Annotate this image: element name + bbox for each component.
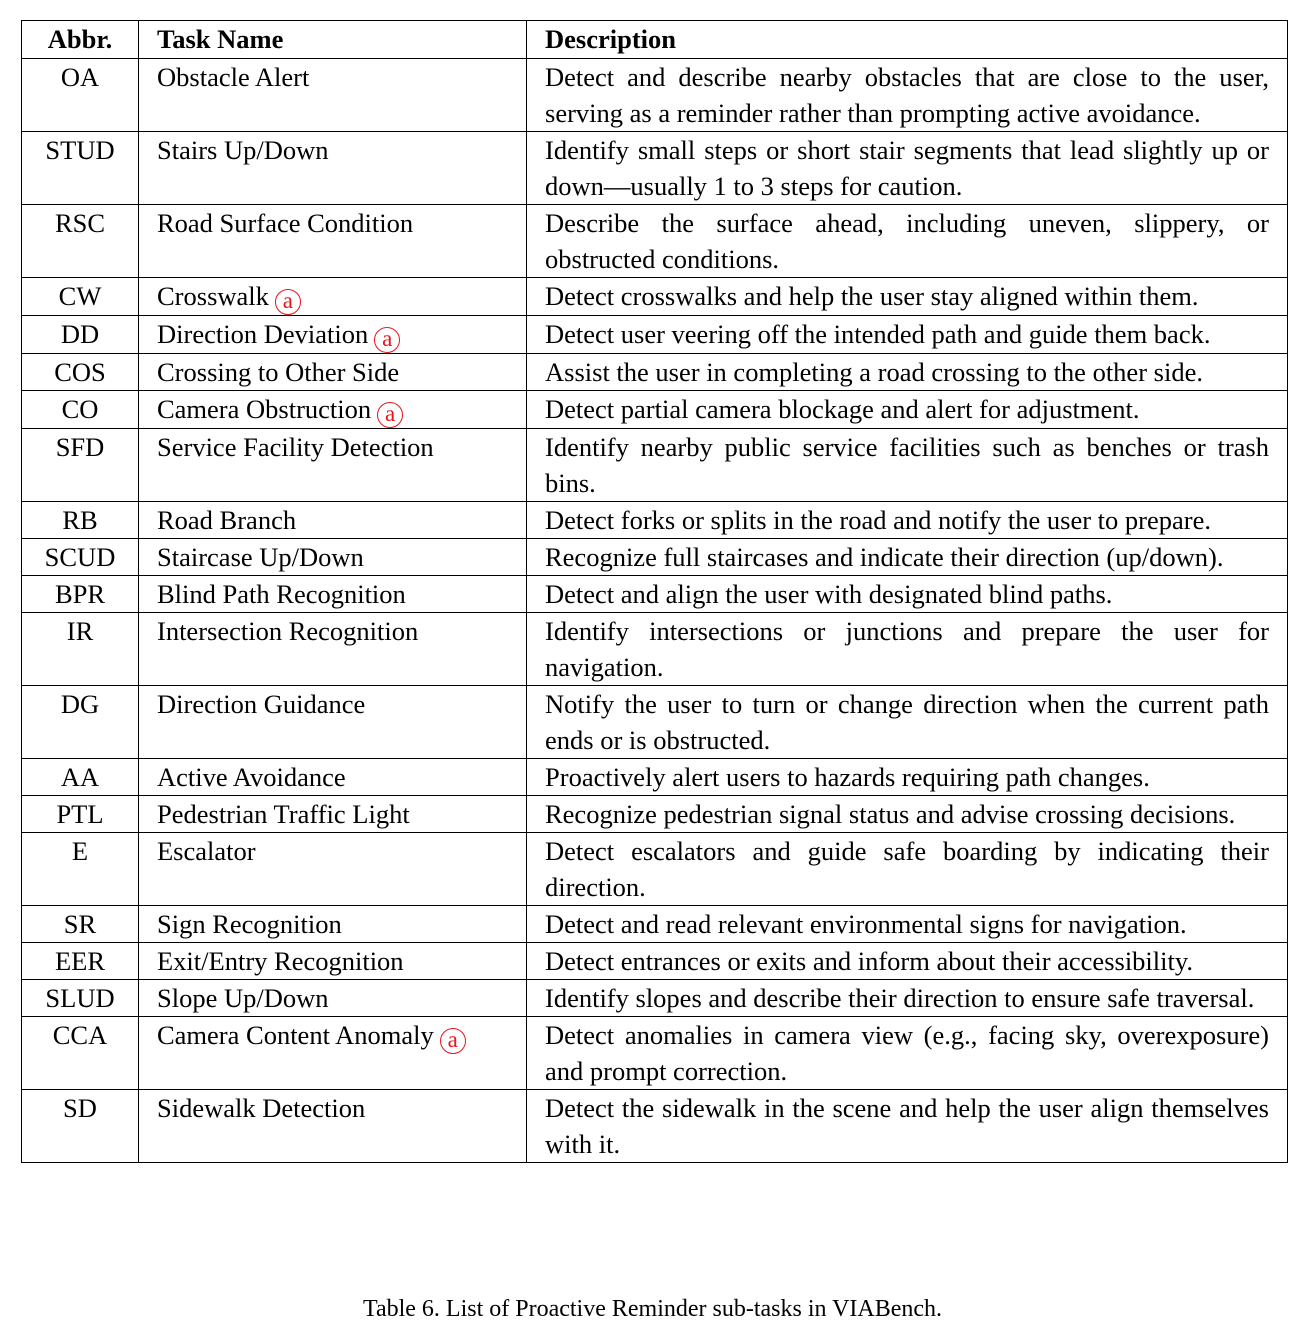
cell-abbr: STUD (22, 132, 139, 205)
subtask-table (21, 20, 1288, 1163)
cell-abbr: CO (22, 391, 139, 429)
cell-task-name (139, 1017, 527, 1090)
cell-abbr: DG (22, 686, 139, 759)
cell-description: Describe the surface ahead, including uneven, slippery, or obstructed conditions. (527, 205, 1288, 278)
cell-task-name (139, 980, 527, 1017)
cell-description: Detect the sidewalk in the scene and help the user align themselves with it. (527, 1090, 1288, 1163)
task-name-text: Camera Content Anomaly (157, 1020, 434, 1050)
task-name-text: Road Surface Condition (157, 208, 414, 238)
task-name-text: Pedestrian Traffic Light (157, 799, 410, 829)
task-name-text: Service Facility Detection (157, 432, 434, 462)
cell-abbr: OA (22, 59, 139, 132)
task-name-text: Crosswalk (157, 281, 269, 311)
cell-abbr: RSC (22, 205, 139, 278)
circled-a-marker-icon: a (377, 402, 403, 428)
table-row (22, 429, 1288, 502)
task-name-text: Obstacle Alert (157, 62, 310, 92)
cell-task-name (139, 686, 527, 759)
cell-abbr: PTL (22, 796, 139, 833)
cell-abbr: BPR (22, 576, 139, 613)
table-row (22, 354, 1288, 391)
cell-task-name (139, 59, 527, 132)
cell-description: Recognize pedestrian signal status and advise crossing decisions. (527, 796, 1288, 833)
cell-task-name (139, 316, 527, 354)
cell-abbr: CW (22, 278, 139, 316)
cell-description: Detect user veering off the intended path and guide them back. (527, 316, 1288, 354)
table-row (22, 59, 1288, 132)
circled-a-marker-icon: a (374, 327, 400, 353)
cell-description: Proactively alert users to hazards requiring path changes. (527, 759, 1288, 796)
cell-task-name (139, 613, 527, 686)
task-name-text: Camera Obstruction (157, 394, 372, 424)
cell-task-name (139, 796, 527, 833)
cell-task-name (139, 205, 527, 278)
circled-a-marker-icon: a (440, 1028, 466, 1054)
table-row (22, 205, 1288, 278)
circled-a-marker-icon: a (275, 289, 301, 315)
cell-description: Identify nearby public service facilities such as benches or trash bins. (527, 429, 1288, 502)
table-row (22, 391, 1288, 429)
cell-task-name (139, 278, 527, 316)
cell-task-name (139, 354, 527, 391)
cell-abbr: SFD (22, 429, 139, 502)
cell-description: Detect forks or splits in the road and notify the user to prepare. (527, 502, 1288, 539)
cell-abbr: RB (22, 502, 139, 539)
cell-description: Detect entrances or exits and inform about their accessibility. (527, 943, 1288, 980)
cell-description: Detect partial camera blockage and alert for adjustment. (527, 391, 1288, 429)
task-name-text: Direction Guidance (157, 689, 366, 719)
task-name-text: Sign Recognition (157, 909, 342, 939)
table-row (22, 576, 1288, 613)
cell-abbr: SR (22, 906, 139, 943)
cell-description: Detect and align the user with designated blind paths. (527, 576, 1288, 613)
cell-description: Identify slopes and describe their direction to ensure safe traversal. (527, 980, 1288, 1017)
cell-task-name (139, 759, 527, 796)
cell-abbr: SLUD (22, 980, 139, 1017)
table-row (22, 796, 1288, 833)
table-caption: Table 6. List of Proactive Reminder sub-tasks in VIABench. (362, 1296, 943, 1322)
cell-task-name (139, 906, 527, 943)
table-header-row (22, 21, 1288, 59)
table-row (22, 686, 1288, 759)
cell-task-name (139, 943, 527, 980)
task-name-text: Staircase Up/Down (157, 542, 364, 572)
cell-description: Recognize full staircases and indicate their direction (up/down). (527, 539, 1288, 576)
cell-description: Assist the user in completing a road crossing to the other side. (527, 354, 1288, 391)
cell-abbr: E (22, 833, 139, 906)
header-description: Description (527, 21, 1288, 59)
cell-description: Detect and describe nearby obstacles that are close to the user, serving as a reminder rather than prompting active avoidance. (527, 59, 1288, 132)
cell-task-name (139, 132, 527, 205)
table-row (22, 132, 1288, 205)
task-name-text: Stairs Up/Down (157, 135, 329, 165)
cell-description: Detect crosswalks and help the user stay aligned within them. (527, 278, 1288, 316)
table-row (22, 278, 1288, 316)
cell-task-name (139, 391, 527, 429)
cell-abbr: AA (22, 759, 139, 796)
table-row (22, 1090, 1288, 1163)
task-name-text: Crossing to Other Side (157, 357, 400, 387)
cell-task-name (139, 539, 527, 576)
task-name-text: Escalator (157, 836, 256, 866)
task-name-text: Active Avoidance (157, 762, 346, 792)
subtask-table-container (21, 20, 1287, 1163)
table-row (22, 833, 1288, 906)
table-row (22, 613, 1288, 686)
task-name-text: Sidewalk Detection (157, 1093, 366, 1123)
task-name-text: Slope Up/Down (157, 983, 329, 1013)
table-row (22, 906, 1288, 943)
header-task-name: Task Name (139, 21, 527, 59)
table-row (22, 943, 1288, 980)
cell-description: Detect anomalies in camera view (e.g., facing sky, overexposure) and prompt correction. (527, 1017, 1288, 1090)
table-row (22, 539, 1288, 576)
cell-abbr: COS (22, 354, 139, 391)
cell-description: Detect and read relevant environmental signs for navigation. (527, 906, 1288, 943)
table-row (22, 759, 1288, 796)
table-row (22, 502, 1288, 539)
cell-description: Notify the user to turn or change direction when the current path ends or is obstructed. (527, 686, 1288, 759)
task-name-text: Blind Path Recognition (157, 579, 406, 609)
cell-description: Identify small steps or short stair segments that lead slightly up or down—usually 1 to 3 steps for caution. (527, 132, 1288, 205)
cell-description: Detect escalators and guide safe boarding by indicating their direction. (527, 833, 1288, 906)
cell-task-name (139, 502, 527, 539)
cell-task-name (139, 1090, 527, 1163)
task-name-text: Exit/Entry Recognition (157, 946, 404, 976)
header-abbr: Abbr. (22, 21, 139, 59)
cell-abbr: SD (22, 1090, 139, 1163)
cell-task-name (139, 833, 527, 906)
table-row (22, 980, 1288, 1017)
table-row (22, 1017, 1288, 1090)
cell-abbr: IR (22, 613, 139, 686)
task-name-text: Direction Deviation (157, 319, 369, 349)
table-body (22, 59, 1288, 1163)
cell-task-name (139, 576, 527, 613)
cell-task-name (139, 429, 527, 502)
task-name-text: Intersection Recognition (157, 616, 419, 646)
cell-abbr: EER (22, 943, 139, 980)
cell-description: Identify intersections or junctions and prepare the user for navigation. (527, 613, 1288, 686)
cell-abbr: CCA (22, 1017, 139, 1090)
cell-abbr: DD (22, 316, 139, 354)
task-name-text: Road Branch (157, 505, 297, 535)
table-row (22, 316, 1288, 354)
cell-abbr: SCUD (22, 539, 139, 576)
